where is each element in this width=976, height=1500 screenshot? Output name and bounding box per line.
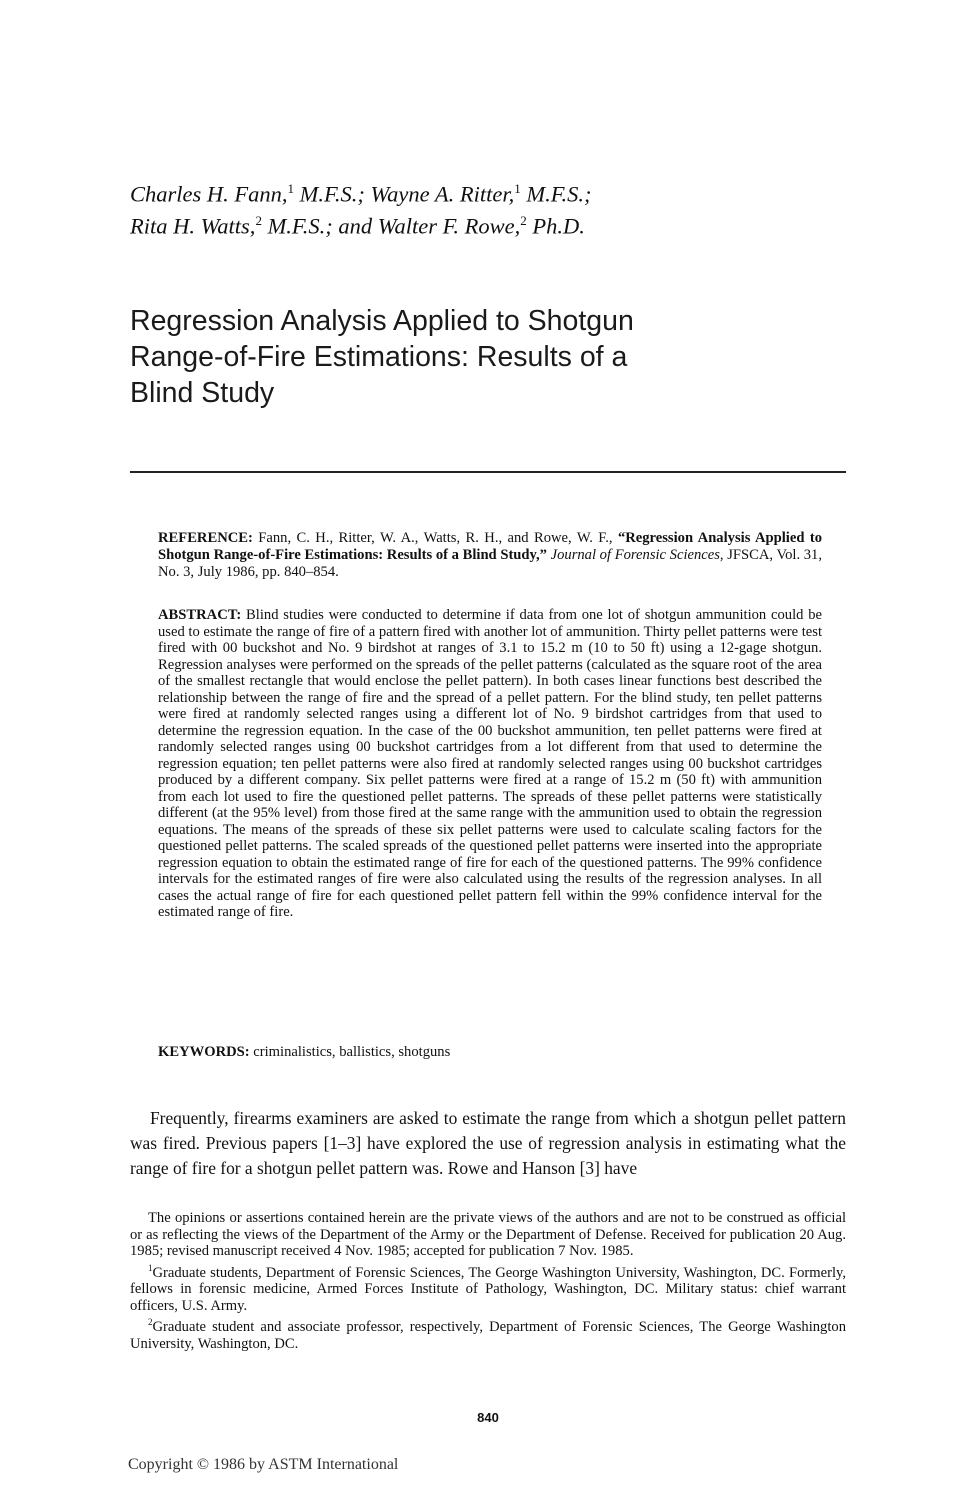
author-line-1: [130, 176, 592, 208]
abstract-block: [158, 607, 822, 921]
author-degree: Ph.D.: [526, 213, 585, 238]
footnote: [130, 1210, 846, 1260]
body-paragraph: Frequently, firearms examiners are asked to estimate the range from which a shotgun pellet pattern was fired. Previous papers [1–3] have explored the use of regression analysis in estimating what the range of fire for a shotgun pellet pattern was. Rowe and Hanson [3] have: [130, 1108, 846, 1178]
reference-block: [158, 530, 822, 581]
footnote-text: Graduate student and associate professor, respectively, Department of Forensic Sciences, The George Washington University, Washington, DC.: [130, 1319, 846, 1352]
affiliation-mark: 2: [255, 212, 262, 228]
author-line-2: [130, 208, 592, 240]
affiliation-mark: 2: [520, 212, 527, 228]
abstract-text: Blind studies were conducted to determine if data from one lot of shotgun ammunition could be used to estimate the range of fire of a pattern fired with another lot of ammunition. Thirty pellet patterns were test fired with 00 buckshot and No. 9 birdshot at ranges of 3.1 to 15.2 m (10 to 50 ft) using a 12-gage shotgun. Regression analyses were performed on the spreads of the pellet patterns (calculated as the square root of the area of the smallest rectangle that would enclose the pellet pattern). In both cases linear functions best described the relationship between the range of fire and the spread of a pellet pattern. For the blind study, ten pellet patterns were fired at randomly selected ranges using a different lot of No. 9 birdshot cartridges from that used to determine the regression equation. In the case of the 00 buckshot ammunition, ten pellet patterns were fired at randomly selected ranges using 00 buckshot cartridges from a lot different from that used to determine the regression equation; ten pellet patterns were also fired at randomly selected ranges using 00 buckshot cartridges produced by a different company. Six pellet patterns were fired at a range of 15.2 m (50 ft) with ammunition from each lot used to fire the questioned pellet patterns. The spreads of these pellet patterns were statistically different (at the 95% level) from those fired at the same range with the ammunition used to obtain the regression equations. The means of the spreads of these six pellet patterns were used to calculate scaling factors for the questioned pellet patterns. The scaled spreads of the questioned pellet patterns were inserted into the appropriate regression equation to obtain the estimated range of fire for each of the questioned patterns. The 99% confidence intervals for the estimated ranges of fire were also calculated using the results of the regression analyses. In all cases the actual range of fire for each questioned pellet pattern fell within the 99% confidence interval for the estimated range of fire.: [158, 607, 822, 920]
reference-label: REFERENCE:: [158, 530, 253, 546]
author-list: [130, 176, 592, 239]
author-name: Wayne A. Ritter,: [370, 181, 515, 207]
reference-details: , JFSCA, Vol. 31, No. 3, July 1986, pp. 840–854.: [158, 546, 822, 580]
reference-title: “Regression Analysis Applied to Shotgun Range-of-Fire Estimations: Results of a Blind Study,”: [158, 530, 822, 563]
page-number: 840: [477, 1410, 499, 1425]
title-line: Range-of-Fire Estimations: Results of a: [130, 341, 628, 373]
keywords-text: criminalistics, ballistics, shotguns: [249, 1044, 451, 1060]
paper-title: [130, 303, 634, 411]
author-name: Charles H. Fann,: [130, 181, 288, 207]
affiliation-mark: 1: [514, 181, 521, 196]
keywords-label: KEYWORDS:: [158, 1044, 250, 1060]
footnote: [130, 1314, 846, 1352]
title-divider: [130, 471, 846, 473]
footnote-mark: 1: [148, 1262, 153, 1273]
footnote-text: Graduate students, Department of Forensic Sciences, The George Washington University, Washington, DC. Formerly, fellows in forensic medicine, Armed Forces Institute of Pathology, Washington, DC. Military status: chief warrant officers, U.S. Army.: [130, 1264, 846, 1314]
title-line: Regression Analysis Applied to Shotgun: [130, 305, 634, 337]
copyright-notice: Copyright © 1986 by ASTM International: [128, 1456, 399, 1473]
author-name: and Walter F. Rowe,: [338, 213, 521, 238]
reference-journal: Journal of Forensic Sciences: [546, 546, 720, 563]
footnote-text: The opinions or assertions contained herein are the private views of the authors and are not to be construed as official or as reflecting the views of the Department of the Army or the Department of Defense. Received for publication 20 Aug. 1985; revised manuscript received 4 Nov. 1985; accepted for publication 7 Nov. 1985.: [130, 1210, 846, 1260]
author-degree: M.F.S.;: [261, 213, 339, 238]
reference-authors: Fann, C. H., Ritter, W. A., Watts, R. H., and Rowe, W. F.,: [252, 530, 618, 546]
footnote-mark: 2: [148, 1317, 153, 1328]
author-degree: M.F.S.;: [294, 181, 371, 207]
title-line: Blind Study: [130, 377, 275, 409]
keywords-block: [158, 1044, 822, 1061]
author-degree: M.F.S.;: [520, 181, 592, 207]
author-name: Rita H. Watts,: [130, 213, 256, 238]
footnotes: [130, 1210, 846, 1352]
footnote: [130, 1260, 846, 1315]
affiliation-mark: 1: [287, 181, 294, 196]
abstract-label: ABSTRACT:: [158, 607, 242, 623]
